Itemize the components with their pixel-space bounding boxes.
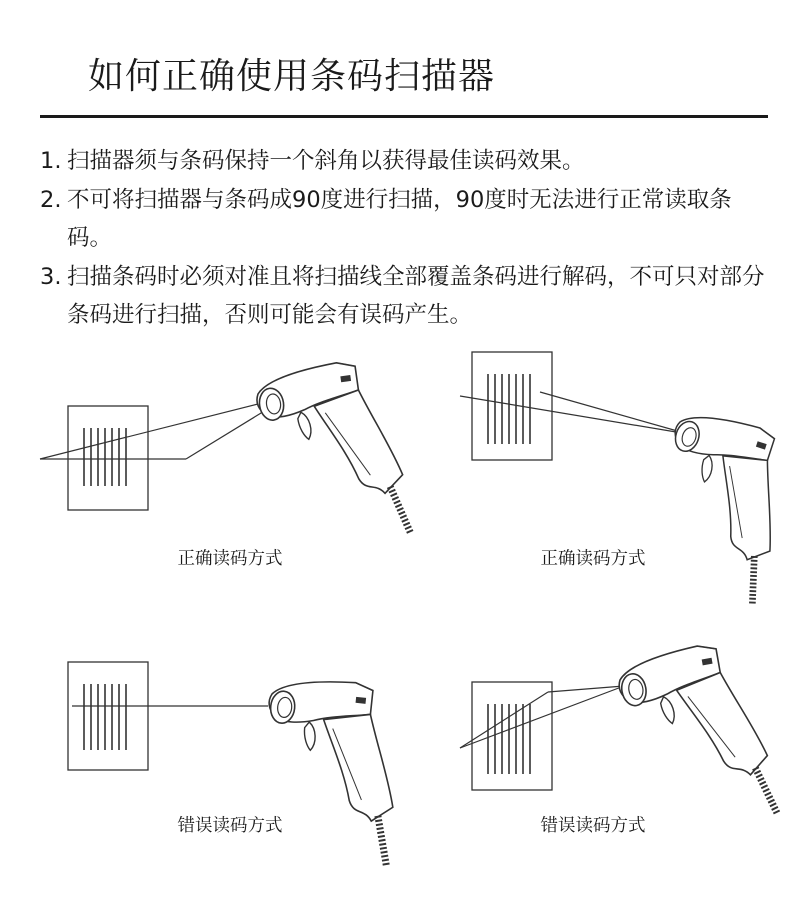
instruction-list	[40, 142, 775, 335]
figure-caption: 错误读码方式	[540, 816, 646, 836]
instruction-item-1	[40, 142, 775, 181]
instruction-text: 扫描器须与条码保持一个斜角以获得最佳读码效果。	[67, 148, 585, 174]
title-divider	[40, 115, 768, 118]
instruction-item-3	[40, 258, 775, 335]
barcode-bars	[84, 684, 126, 750]
barcode-card	[472, 352, 552, 460]
barcode-scanner	[615, 637, 778, 838]
figure-caption: 正确读码方式	[540, 549, 646, 569]
barcode-card	[68, 406, 148, 510]
scanning-diagrams	[0, 330, 790, 870]
barcode-card	[472, 682, 552, 790]
instruction-number: 3.	[40, 263, 62, 290]
instruction-text: 不可将扫描器与条码成90度进行扫描，90度时无法进行正常读取条码。	[67, 186, 732, 251]
figure-caption: 正确读码方式	[177, 549, 283, 569]
barcode-scanner	[253, 674, 405, 867]
barcode-scanner	[631, 403, 790, 605]
instruction-text: 扫描条码时必须对准且将扫描线全部覆盖条码进行解码，不可只对部分条码进行扫描，否则可能会有误码产生。	[67, 263, 765, 328]
barcode-bars	[488, 704, 530, 774]
barcode-scanner	[253, 356, 411, 553]
instruction-item-2	[40, 181, 775, 258]
instruction-number: 1.	[40, 148, 62, 174]
barcode-card	[68, 662, 148, 770]
figure-wrong-2	[460, 637, 778, 838]
figure-caption: 错误读码方式	[177, 816, 283, 836]
barcode-bars	[488, 374, 530, 444]
figure-correct-1	[40, 356, 411, 553]
barcode-bars	[84, 428, 126, 486]
instruction-number: 2.	[40, 186, 62, 213]
page-title: 如何正确使用条码扫描器	[88, 56, 496, 97]
